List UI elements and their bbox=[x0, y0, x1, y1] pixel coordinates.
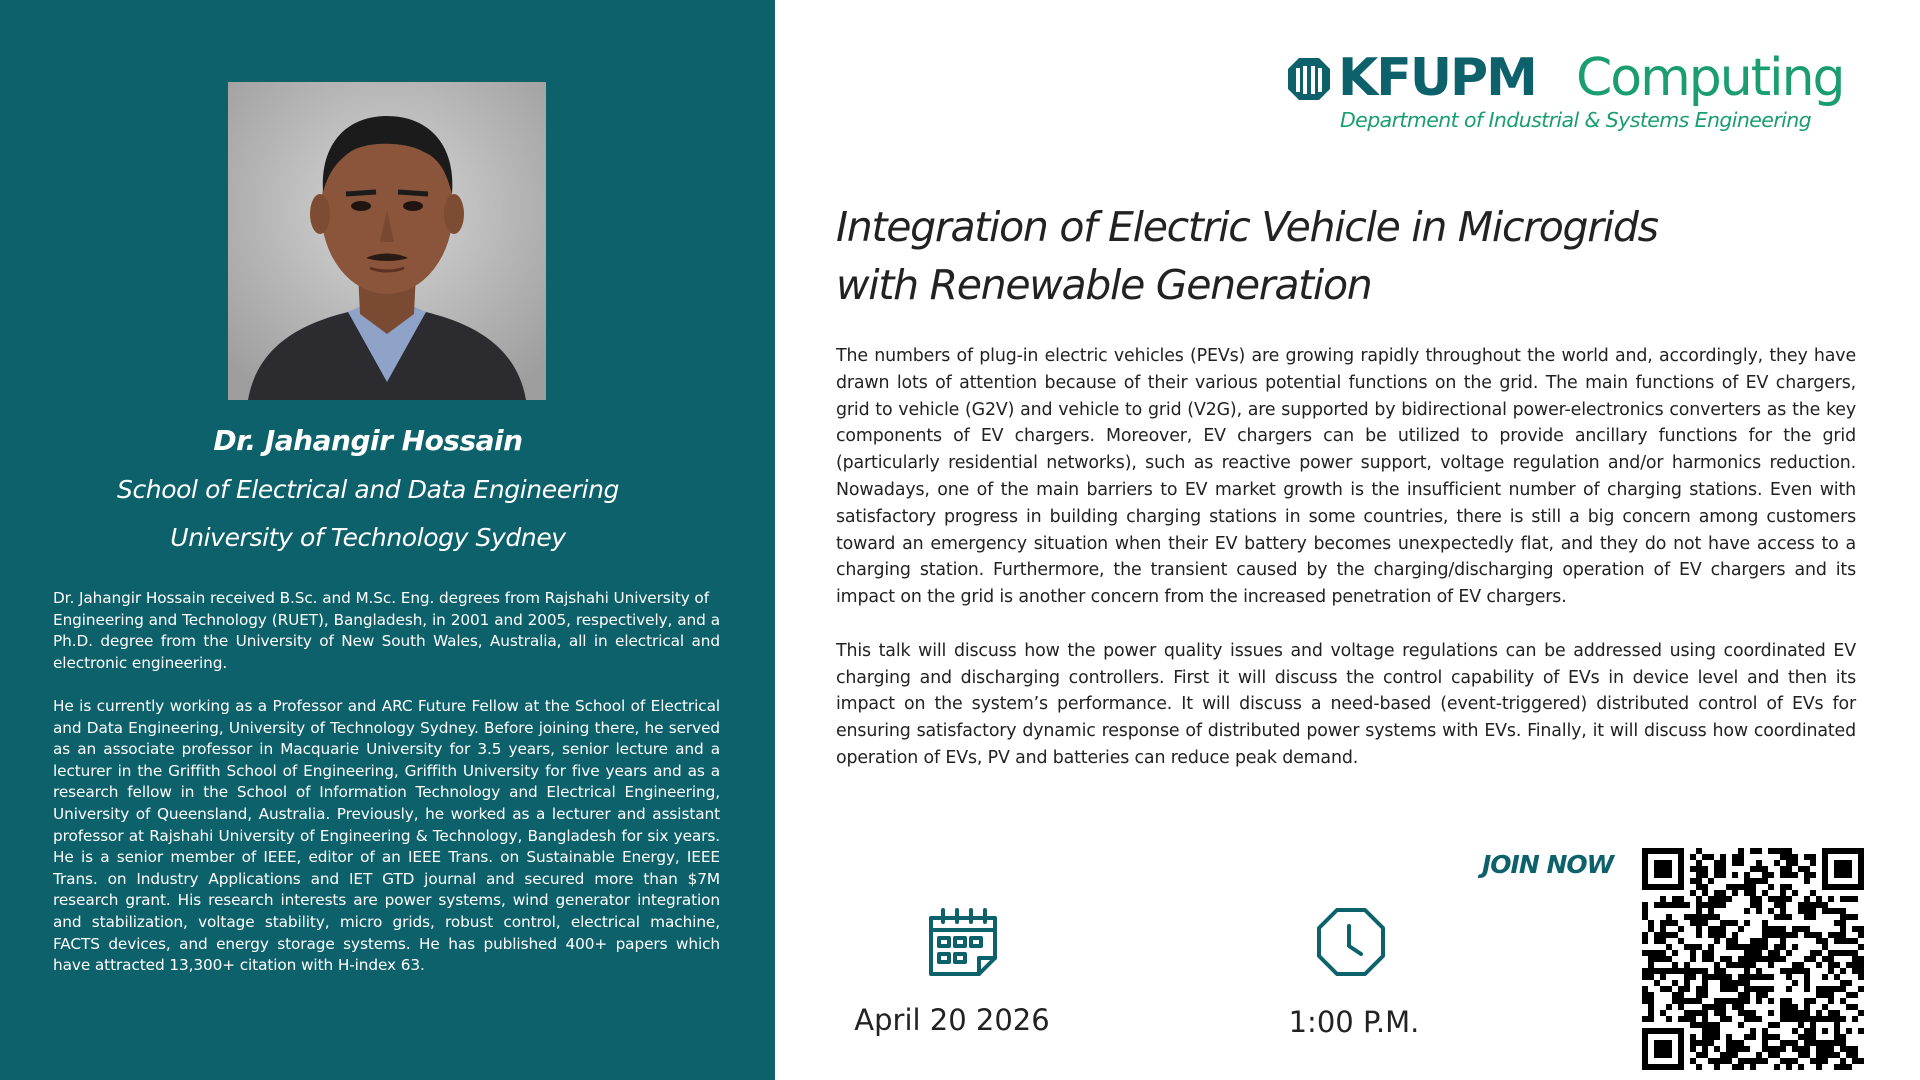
speaker-panel bbox=[0, 0, 775, 1080]
talk-abstract bbox=[836, 343, 1856, 772]
qr-code-icon[interactable] bbox=[1642, 848, 1864, 1070]
join-now-label[interactable]: JOIN NOW bbox=[1482, 850, 1614, 879]
logo-department: Department of Industrial & Systems Engineering bbox=[1340, 108, 1812, 132]
speaker-photo bbox=[228, 82, 546, 400]
bio-paragraph: Dr. Jahangir Hossain received B.Sc. and M.Sc. Eng. degrees from Rajshahi University of Engineering and Technology (RUET), Bangladesh, in 2001 and 2005, respectively, and a Ph.D. degree from the University of New South Wales, Australia, all in electrical and electronic engineering. bbox=[53, 589, 720, 672]
talk-title-line: Integration of Electric Vehicle in Microgrids bbox=[836, 203, 1658, 251]
logo-brand: KFUPM bbox=[1338, 48, 1536, 108]
abstract-paragraph: The numbers of plug-in electric vehicles (PEVs) are growing rapidly throughout the world and, accordingly, they have drawn lots of attention because of their various potential functions on the grid. The main functions of EV chargers, grid to vehicle (G2V) and vehicle to grid (V2G), are supported by bidirectional power-electronics converters as the key components of EV chargers. Moreover, EV chargers can be utilized to provide ancillary functions for the grid (particularly residential networks), such as reactive power support, voltage regulation and/or harmonics reduction. Nowadays, one of the main barriers to EV market growth is the insufficient number of charging stations. Even with satisfactory progress in building charging stations in some countries, there is still a big concern among customers toward an emergency situation when their EV battery becomes unexpectedly flat, and they do not have access to a charging station. Furthermore, the transient caused by the charging/discharging operation of EV chargers and its impact on the grid is another concern from the increased penetration of EV chargers. bbox=[836, 346, 1856, 608]
speaker-name: Dr. Jahangir Hossain bbox=[213, 424, 523, 457]
speaker-bio bbox=[53, 588, 720, 977]
event-time: 1:00 P.M. bbox=[1288, 1005, 1420, 1039]
clock-icon bbox=[1315, 906, 1387, 978]
logo-product: Computing bbox=[1576, 48, 1844, 108]
kfupm-computing-logo bbox=[1286, 48, 1886, 144]
bio-paragraph: He is currently working as a Professor and ARC Future Fellow at the School of Electrical and Data Engineering, University of Technology Sydney. Before joining there, he served as an associate professor in Macquarie University for 3.5 years, senior lecture and a lecturer in the Griffith School of Engineering, Griffith University for five years and as a research fellow in the School of Information Technology and Electrical Engineering, University of Queensland, Australia. Previously, he worked as a lecturer and assistant professor at Rajshahi University of Engineering & Technology, Bangladesh for six years. He is a senior member of IEEE, editor of an IEEE Trans. on Sustainable Energy, IEEE Trans. on Industry Applications and IET GTD journal and secured more than $7M research grant. His research interests are power systems, wind generator integration and stabilization, voltage stability, micro grids, robust control, electrical machine, FACTS devices, and energy storage systems. He has published 400+ papers which have attracted 13,300+ citation with H-index 63. bbox=[53, 696, 720, 975]
event-date: April 20 2026 bbox=[854, 1003, 1050, 1037]
speaker-school: School of Electrical and Data Engineering bbox=[116, 475, 620, 504]
calendar-icon bbox=[925, 906, 1001, 978]
abstract-paragraph: This talk will discuss how the power quality issues and voltage regulations can be addressed using coordinated EV charging and discharging controllers. First it will discuss the control capability of EVs in device level and then its impact on the system’s performance. It will discuss a need-based (event-triggered) distributed control of EVs for ensuring satisfactory dynamic response of distributed power systems with EVs. Finally, it will discuss how coordinated operation of EVs, PV and batteries can reduce peak demand. bbox=[836, 640, 1856, 768]
talk-title bbox=[836, 198, 1836, 314]
kfupm-tower-icon bbox=[1286, 56, 1332, 102]
speaker-university: University of Technology Sydney bbox=[170, 523, 566, 552]
talk-title-line: with Renewable Generation bbox=[836, 261, 1372, 309]
